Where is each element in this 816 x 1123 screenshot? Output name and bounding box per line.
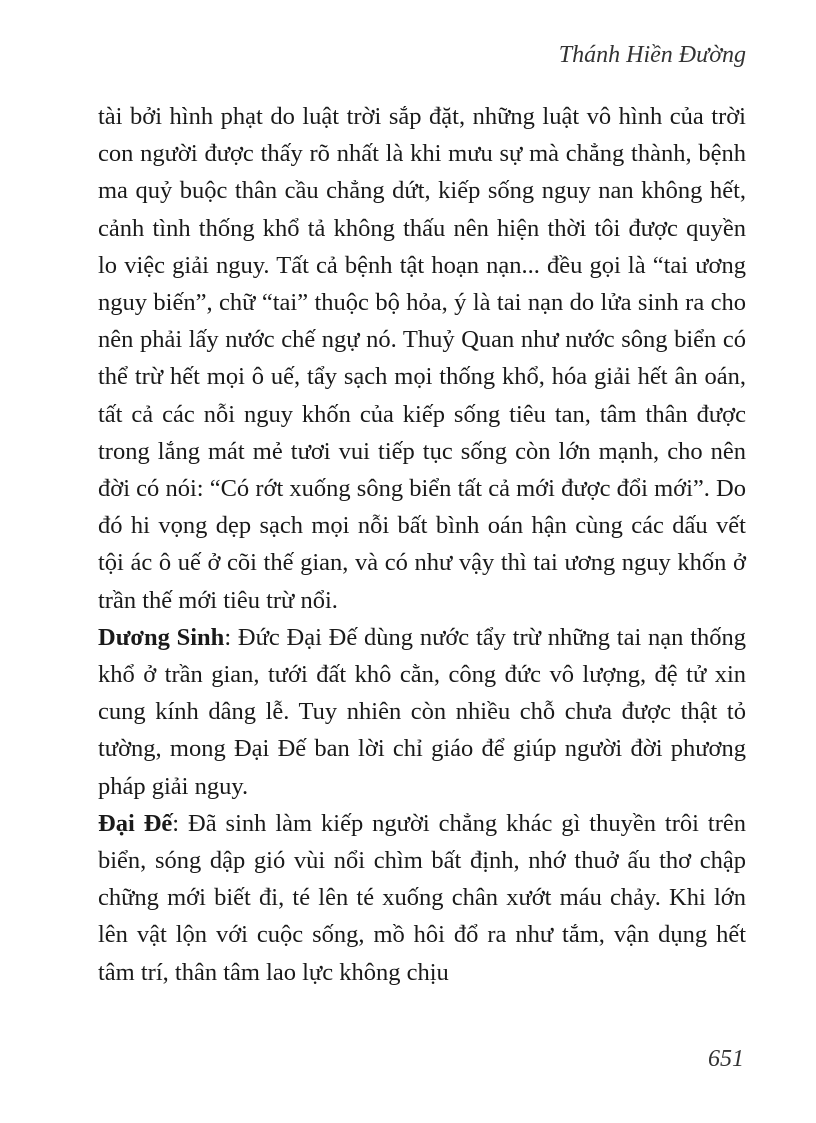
page-body	[98, 98, 746, 991]
paragraph-text: tài bởi hình phạt do luật trời sắp đặt, những luật vô hình của trời con người được thấy rõ nhất là khi mưu sự mà chẳng thành, bệnh ma quỷ buộc thân cầu chẳng dứt, kiếp sống nguy nan không hết, cảnh tình thống khổ tả không thấu nên hiện thời tôi được quyền lo việc giải nguy. Tất cả bệnh tật hoạn nạn... đều gọi là “tai ương nguy biến”, chữ “tai” thuộc bộ hỏa, ý là tai nạn do lửa sinh ra cho nên phải lấy nước chế ngự nó. Thuỷ Quan như nước sông biển có thể trừ hết mọi ô uế, tẩy sạch mọi thống khổ, hóa giải hết ân oán, tất cả các nỗi nguy khốn của kiếp sống tiêu tan, tâm thân được trong lắng mát mẻ tươi vui tiếp tục sống còn lớn mạnh, cho nên đời có nói: “Có rớt xuống sông biển tất cả mới được đổi mới”. Do đó hi vọng dẹp sạch mọi nỗi bất bình oán hận cùng các dấu vết tội ác ô uế ở cõi thế gian, và có như vậy thì tai ương nguy khốn ở trần thế mới tiêu trừ nổi.	[98, 103, 746, 614]
paragraph-text: : Đã sinh làm kiếp người chẳng khác gì thuyền trôi trên biển, sóng dập gió vùi nổi chìm bất định, nhớ thuở ấu thơ chập chững mới biết đi, té lên té xuống chân xướt máu chảy. Khi lớn lên vật lộn với cuộc sống, mồ hôi đổ ra như tắm, vận dụng hết tâm trí, thân tâm lao lực không chịu	[98, 809, 746, 986]
speaker-name: Dương Sinh	[98, 623, 225, 651]
paragraph-dai-de	[98, 805, 746, 991]
page-number: 651	[708, 1046, 744, 1072]
paragraph-text: : Đức Đại Đế dùng nước tẩy trừ những tai nạn thống khổ ở trần gian, tưới đất khô cằn, công đức vô lượng, đệ tử xin cung kính dâng lễ. Tuy nhiên còn nhiều chỗ chưa được thật tỏ tường, mong Đại Đế ban lời chỉ giáo để giúp người đời phương pháp giải nguy.	[98, 623, 746, 800]
running-header: Thánh Hiền Đường	[558, 42, 746, 68]
speaker-name: Đại Đế	[98, 809, 173, 837]
paragraph-duong-sinh	[98, 619, 746, 805]
paragraph-continuation	[98, 98, 746, 619]
